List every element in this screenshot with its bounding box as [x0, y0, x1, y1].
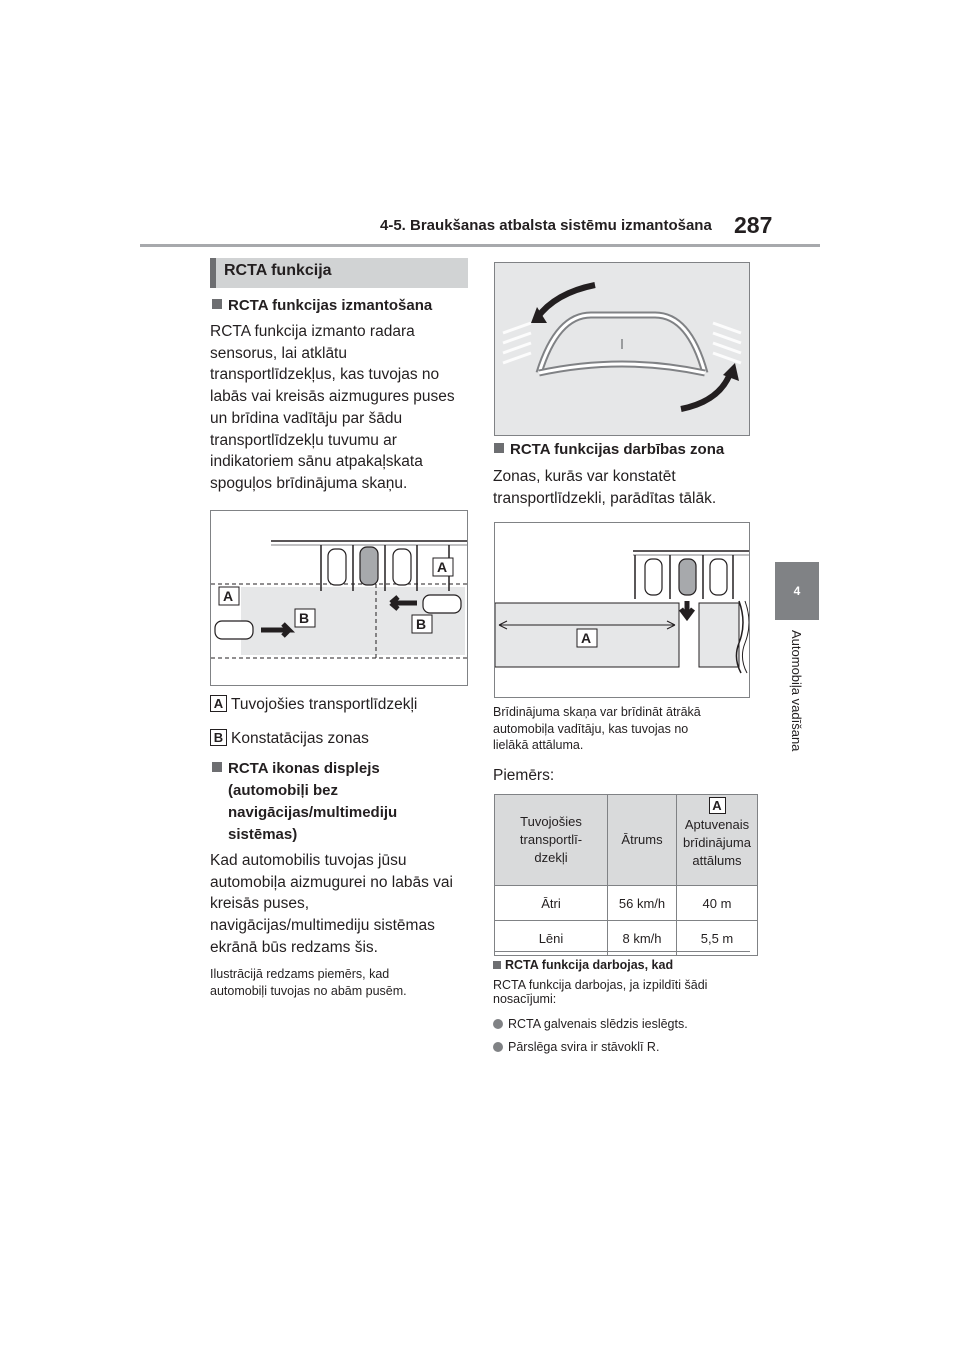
- section-title: RCTA funkcija: [224, 262, 332, 279]
- icon-display-note: Ilustrācijā redzams piemērs, kad automobiļi tuvojas no abām pusēm.: [210, 967, 407, 998]
- legend-b: B Konstatācijas zonas: [210, 728, 369, 750]
- operates-condition: Pārslēga svira ir stāvoklī R.: [493, 1040, 659, 1054]
- header-rule: [140, 244, 820, 247]
- zone-diagram: [495, 523, 749, 697]
- icon-display-heading: RCTA ikonas displejs (automobiļi bez navigācijas/multimediju sistēmas): [212, 758, 472, 846]
- page-number: 287: [734, 212, 773, 238]
- figure-label-a-left: A: [223, 588, 234, 604]
- figure-label-b-left: B: [299, 610, 310, 626]
- table-cell: Lēni: [495, 921, 608, 956]
- zone-note: Brīdinājuma skaņa var brīdināt ātrākā automobiļa vadītāju, kas tuvojas no lielākā attāluma.: [493, 705, 701, 752]
- legend-a: A Tuvojošies transportlīdzekļi: [210, 694, 417, 716]
- table-cell: Ātri: [495, 886, 608, 921]
- detection-figure: [210, 510, 468, 686]
- table-header-key: A: [709, 797, 726, 814]
- table-header-speed: Ātrums: [608, 795, 677, 886]
- table-header-vehicles: Tuvojošies transportlī- dzekļi: [495, 795, 608, 886]
- figure-label-a-right: A: [437, 559, 448, 575]
- table-header-distance: A Aptuvenais brīdinājuma attālums: [677, 795, 758, 886]
- table-header-row: [495, 795, 758, 886]
- zone-figure-label: A: [581, 630, 592, 646]
- chapter-tab-label: Automobiļa vadīšana: [789, 630, 804, 752]
- table-cell: 40 m: [677, 886, 758, 921]
- figure-label-b-right: B: [416, 616, 427, 632]
- icon-display-paragraph: Kad automobilis tuvojas jūsu automobiļa aizmugurei no labās vai kreisās puses, navigācijas/multimediju sistēmas ekrānā būs redzams šis.: [210, 852, 453, 956]
- table-cell: 5,5 m: [677, 921, 758, 956]
- legend-a-key: A: [210, 695, 227, 712]
- zone-area-right: [699, 603, 739, 667]
- operates-heading: RCTA funkcija darbojas, kad: [493, 958, 673, 972]
- usage-heading: RCTA funkcijas izmantošana: [212, 295, 432, 317]
- example-label: Piemērs:: [493, 767, 555, 784]
- square-bullet-icon: [212, 762, 222, 772]
- square-bullet-icon: [494, 443, 504, 453]
- operates-condition: RCTA galvenais slēdzis ieslēgts.: [493, 1017, 688, 1031]
- square-bullet-icon: [493, 961, 501, 969]
- legend-b-key: B: [210, 729, 227, 746]
- chapter-tab: 4: [775, 562, 819, 620]
- warning-distance-table: [494, 794, 758, 956]
- mirror-figure: [494, 262, 750, 436]
- section-divider: [494, 951, 750, 952]
- table-row: [495, 886, 758, 921]
- running-header: 4-5. Braukšanas atbalsta sistēmu izmantošana: [380, 217, 712, 234]
- section-heading: [210, 258, 468, 288]
- section-heading-bar: [210, 258, 216, 288]
- round-bullet-icon: [493, 1019, 503, 1029]
- detection-diagram: [211, 511, 467, 685]
- zone-paragraph: Zonas, kurās var konstatēt transportlīdzekli, parādītas tālāk.: [493, 468, 717, 507]
- operates-paragraph: RCTA funkcija darbojas, ja izpildīti šādi nosacījumi:: [493, 978, 708, 1006]
- round-bullet-icon: [493, 1042, 503, 1052]
- table-cell: 56 km/h: [608, 886, 677, 921]
- zone-heading: RCTA funkcijas darbības zona: [494, 439, 724, 461]
- square-bullet-icon: [212, 299, 222, 309]
- usage-paragraph: RCTA funkcija izmanto radara sensorus, lai atklātu transportlīdzekļus, kas tuvojas no labās vai kreisās aizmugures puses un brīdina vadītāju par šādu transportlīdzekļu tuvumu ar indikatoriem sānu atpakaļskata spoguļos brīdinājuma skaņu.: [210, 323, 455, 492]
- rear-camera-diagram: [495, 263, 749, 435]
- table-cell: 8 km/h: [608, 921, 677, 956]
- zone-figure: [494, 522, 750, 698]
